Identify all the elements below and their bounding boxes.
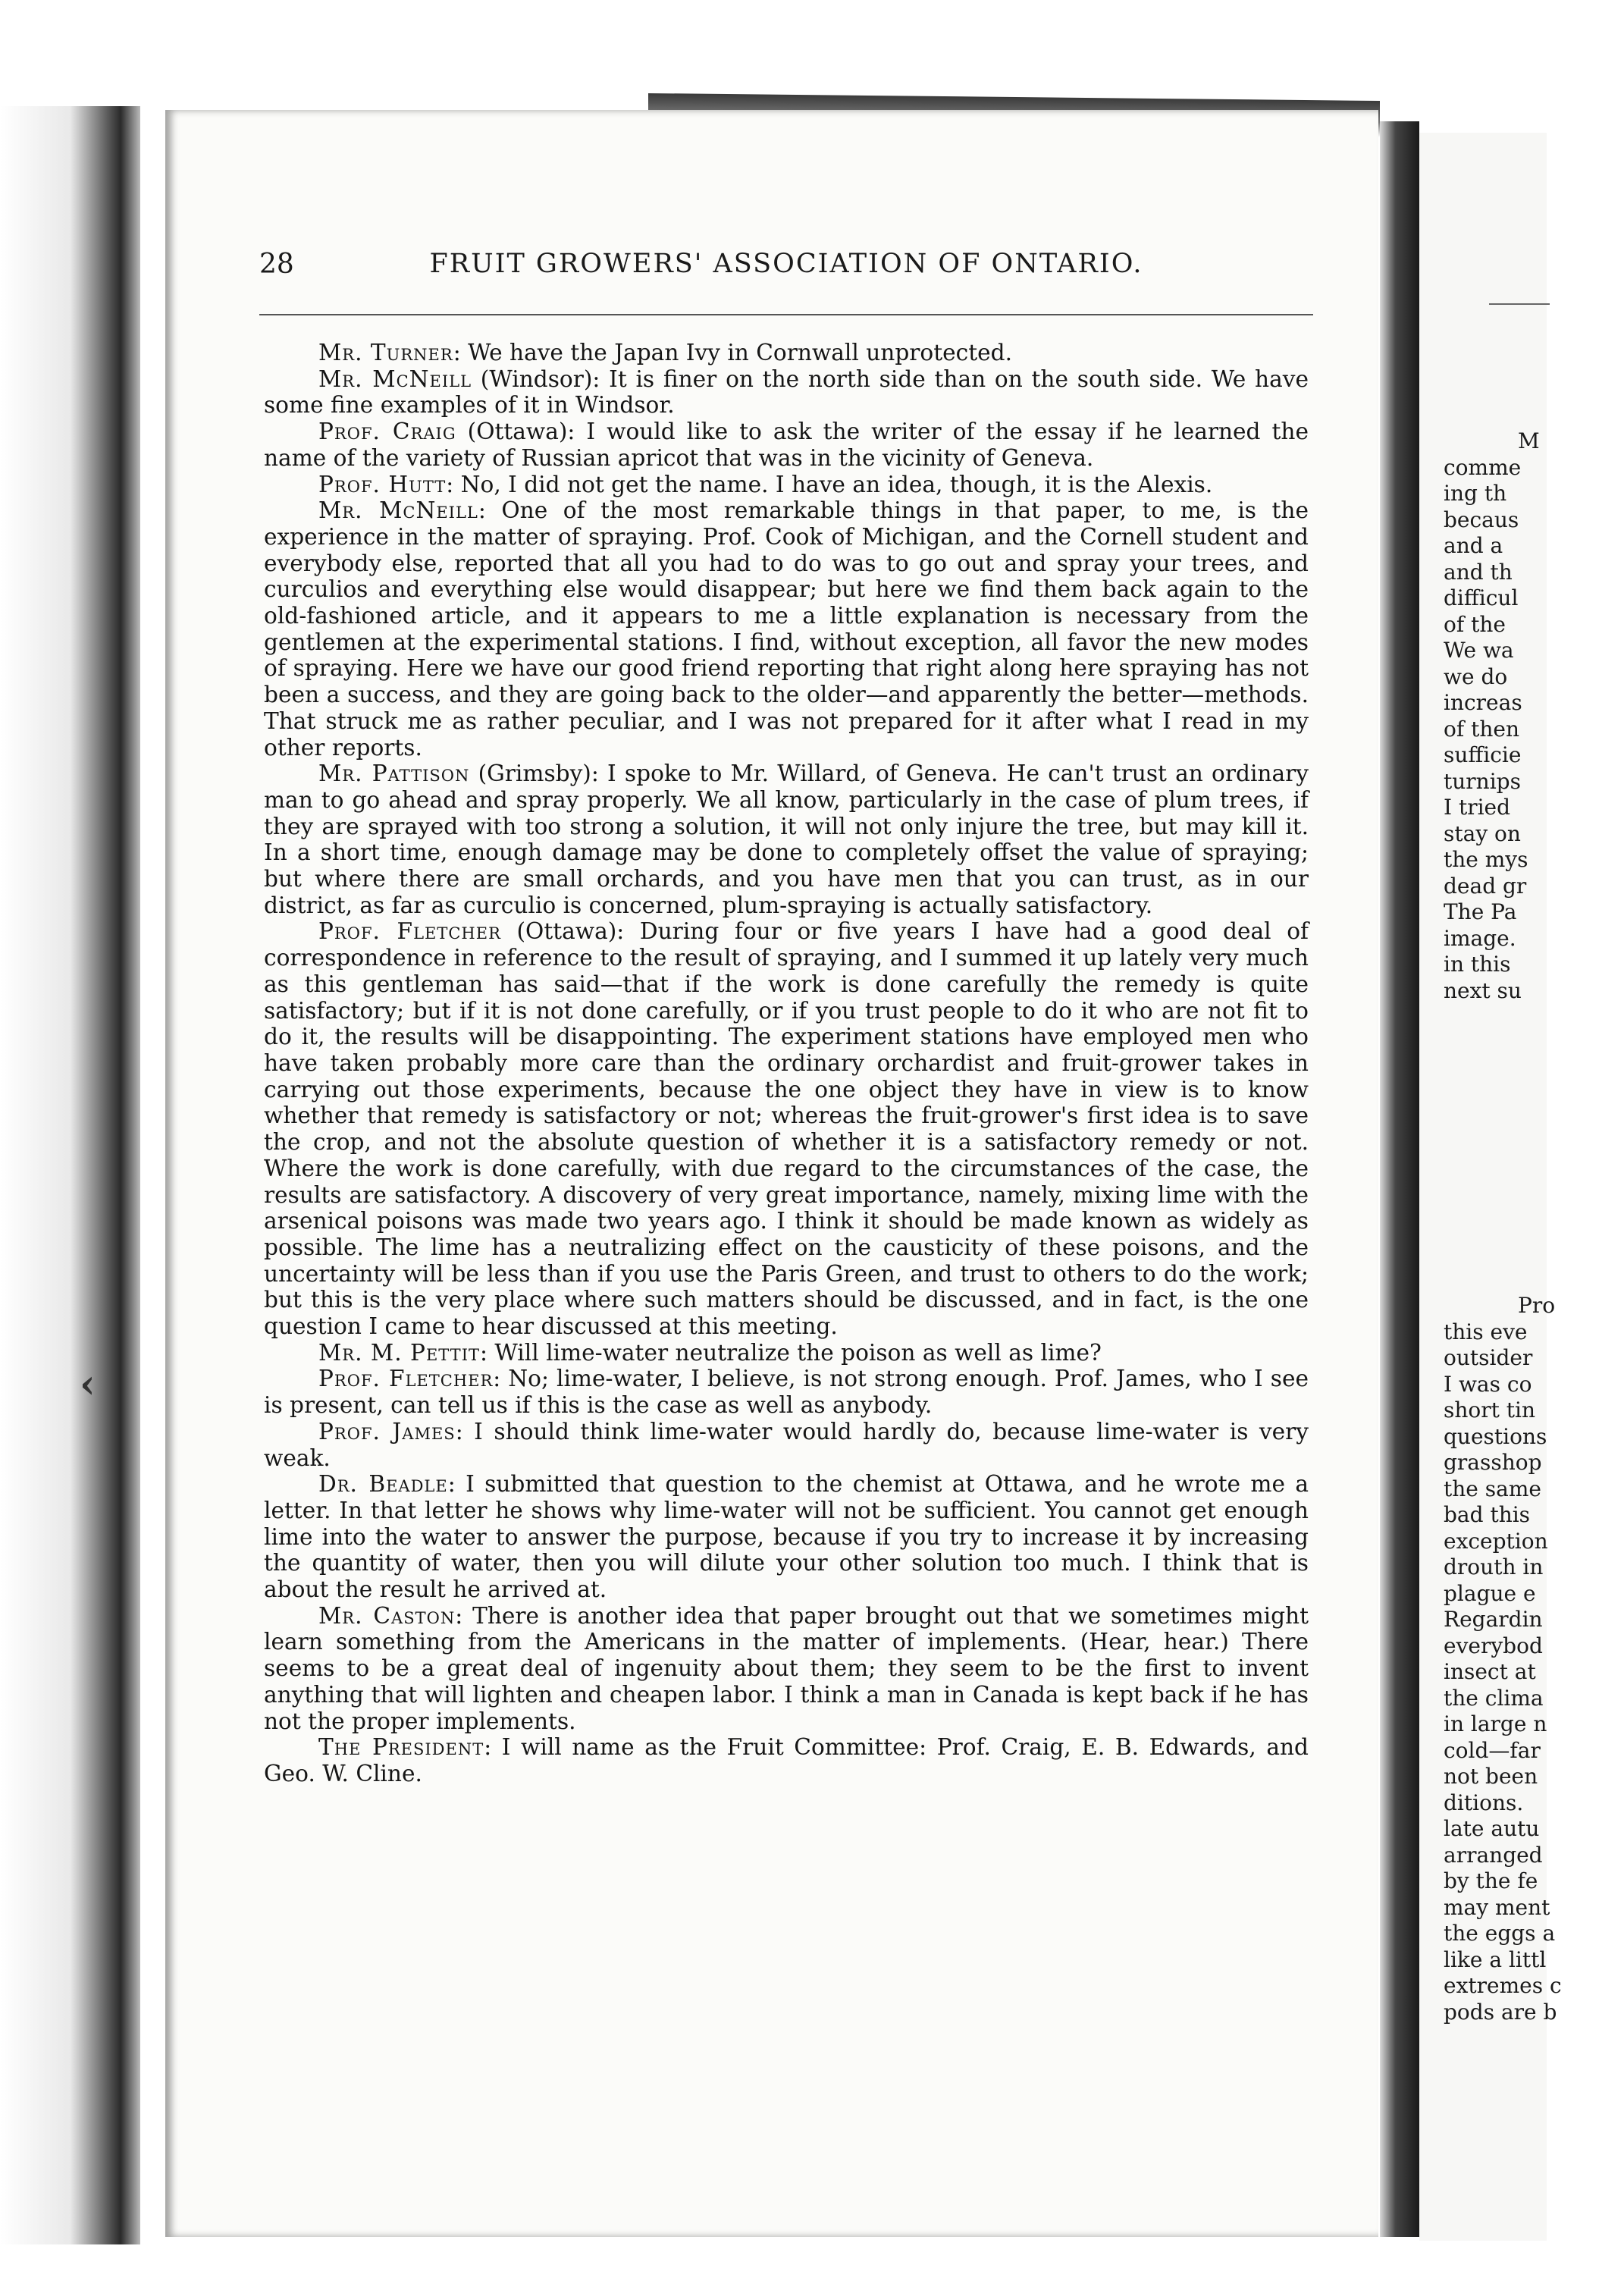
facing-page-line: of then [1444, 716, 1520, 742]
paragraph-text: : I will name as the Fruit Committee: Prof. Craig, E. B. Edwards, and Geo. W. Cline. [264, 1734, 1309, 1786]
paragraph [264, 1340, 1309, 1366]
facing-page-line: in this [1444, 952, 1511, 977]
speaker-name: Prof. James [318, 1418, 456, 1444]
facing-page-line: Regardin [1444, 1607, 1543, 1632]
facing-page-line: becaus [1444, 507, 1519, 532]
facing-page-line: dead gr [1444, 873, 1527, 899]
facing-page-line: M [1518, 428, 1540, 453]
paragraph-text: (Ottawa): During four or five years I have had a good deal of correspondence in reference to the result of spraying, and I summed it up lately very much as this gentleman has said—that if the work is done carefully the remedy is quite satisfactory; but if it is not done carefully, or if you trust people to do it who are not fit to do it, the results will be disappointing. The experiment stations have employed men who have taken probably more care than the ordinary orchardist and fruit-grower takes in carrying out those experiments, because the one object they have in view is to know whether that remedy is satisfactory or not; whereas the fruit-grower's first idea is to save the crop, and not the absolute question of whether it is a satisfactory remedy or not. Where the work is done carefully, with due regard to the circumstances of the case, the results are satisfactory. A discovery of very great importance, namely, mixing lime with the arsenical poisons was made two years ago. I think it should be made known as widely as possible. The lime has a neutralizing effect on the causticity of these poisons, and the uncertainty will be less than if you use the Paris Green, and trust to others to do the work; but this is the very place where such matters should be discussed, and in fact, is the one question I came to hear discussed at this meeting. [264, 918, 1309, 1340]
facing-page-line: cold—far [1444, 1737, 1541, 1763]
facing-page-line: and a [1444, 533, 1503, 558]
facing-page-line: the mys [1444, 847, 1528, 872]
speaker-name: Dr. Beadle [318, 1471, 448, 1498]
facing-page-line: questions [1444, 1423, 1547, 1449]
page-gutter [1380, 121, 1419, 2237]
facing-page-line: I was co [1444, 1371, 1532, 1397]
facing-page-line: insect at [1444, 1659, 1536, 1684]
facing-page-line: arranged [1444, 1842, 1543, 1868]
facing-page-line: short tin [1444, 1397, 1536, 1423]
speaker-name: The President [318, 1734, 484, 1761]
speaker-name: Mr. McNeill [318, 497, 478, 524]
paragraph-text: (Windsor): It is finer on the north side than on the south side. We have some fine examples of it in Windsor. [264, 365, 1309, 419]
facing-page-line: We wa [1444, 638, 1514, 663]
facing-page-line: image. [1444, 925, 1516, 951]
paragraph [264, 497, 1309, 761]
facing-page-line: increas [1444, 690, 1522, 715]
facing-page-line: and th [1444, 559, 1513, 585]
paragraph [264, 1471, 1309, 1603]
speaker-name: Mr. Caston [318, 1602, 456, 1629]
paragraph [264, 1603, 1309, 1735]
speaker-name: Prof. Craig [318, 419, 456, 445]
facing-page-line: may ment [1444, 1894, 1550, 1920]
facing-page-line: Pro [1518, 1293, 1556, 1318]
facing-page-line: comme [1444, 454, 1522, 480]
margin-mark: ‹ [80, 1361, 96, 1407]
facing-page-line: exception [1444, 1528, 1548, 1554]
paragraph [264, 1734, 1309, 1786]
facing-page-line: everybod [1444, 1633, 1543, 1658]
facing-page-line: extremes c [1444, 1973, 1562, 1998]
running-title: FRUIT GROWERS' ASSOCIATION OF ONTARIO. [429, 249, 1143, 279]
paragraph-text: : I should think lime-water would hardly do, because lime-water is very weak. [264, 1418, 1309, 1471]
facing-page-line: outsider [1444, 1345, 1533, 1370]
paragraph-text: (Ottawa): I would like to ask the writer of the essay if he learned the name of the variety of Russian apricot that was in the vicinity of Geneva. [264, 419, 1309, 471]
facing-page-line: like a littl [1444, 1946, 1547, 1972]
facing-page-line: in large n [1444, 1711, 1547, 1736]
speaker-name: Mr. Pattison [318, 761, 470, 787]
page-body [264, 340, 1309, 1787]
speaker-name: Prof. Fletcher [318, 1366, 494, 1392]
facing-page-line: stay on [1444, 820, 1521, 846]
speaker-name: Prof. Fletcher [318, 918, 501, 945]
paragraph [264, 419, 1309, 471]
paragraph-text: : No; lime-water, I believe, is not strong enough. Prof. James, who I see is present, can tell us if this is the case as well as anybody. [264, 1366, 1309, 1419]
paragraph [264, 761, 1309, 918]
facing-page-line: this eve [1444, 1319, 1528, 1344]
facing-page-line: the eggs a [1444, 1921, 1556, 1946]
facing-page-line: difficul [1444, 585, 1519, 610]
facing-page-line: I tried [1444, 795, 1511, 820]
facing-page-line: drouth in [1444, 1554, 1544, 1579]
facing-page-rule [1489, 303, 1550, 305]
facing-page-line: ing th [1444, 481, 1507, 506]
speaker-name: Mr. Turner [318, 340, 453, 365]
paragraph-text: : I submitted that question to the chemist at Ottawa, and he wrote me a letter. In that letter he shows why lime-water will not be sufficient. You cannot get enough lime into the water to answer the purpose, because if you try to increase it by increasing the quantity of water, then you will dilute your other solution too much. I think that is about the result he arrived at. [264, 1471, 1309, 1603]
speaker-name: Mr. McNeill [318, 365, 472, 392]
facing-page-line: by the fe [1444, 1868, 1538, 1893]
paragraph [264, 340, 1309, 366]
facing-page-line: The Pa [1444, 899, 1517, 924]
facing-page [1419, 133, 1562, 2241]
header-rule [259, 314, 1313, 315]
facing-page-line: ditions. [1444, 1790, 1524, 1815]
paragraph [264, 366, 1309, 419]
paragraph-text: (Grimsby): I spoke to Mr. Willard, of Geneva. He can't trust an ordinary man to go ahead and spray properly. We all know, particularly in the case of plum trees, if they are sprayed with too strong a solution, it will not only injure the tree, but may kill it. In a short time, enough damage may be done to completely offset the value of spraying; but where there are small orchards, and you have men that you can trust, as in our district, as far as curculio is concerned, plum-spraying is actually satisfactory. [264, 761, 1309, 918]
paragraph-text: : One of the most remarkable things in that paper, to me, is the experience in the matter of spraying. Prof. Cook of Michigan, and the Cornell student and everybody else, reported that all you had to do was to go out and spray your trees, and curculios and everything else would disappear; but here we find them back again to the old-fashioned article, and it appears to me a little explanation is necessary from the gentlemen at the experimental stations. I find, without exception, all favor the new modes of spraying. Here we have our good friend reporting that right along here spraying has not been a success, and they are going back to the older—and apparently the better—methods. That struck me as rather peculiar, and I was not prepared for it after what I read in my other reports. [264, 497, 1309, 761]
facing-page-line: the clima [1444, 1685, 1544, 1711]
facing-page-line: the same [1444, 1476, 1541, 1501]
page-header [259, 249, 1313, 294]
facing-page-line: bad this [1444, 1502, 1531, 1527]
paragraph [264, 1419, 1309, 1471]
speaker-name: Prof. Hutt [318, 471, 447, 497]
facing-page-line: pods are b [1444, 1999, 1557, 2025]
facing-page-line: grasshop [1444, 1450, 1542, 1475]
paragraph [264, 472, 1309, 498]
facing-page-line: not been [1444, 1764, 1538, 1789]
facing-page-line: we do [1444, 663, 1508, 689]
scan-border-left [0, 106, 140, 2244]
paragraph-text: : Will lime-water neutralize the poison as well as lime? [480, 1339, 1102, 1366]
facing-page-line: sufficie [1444, 742, 1522, 767]
paragraph-text: : We have the Japan Ivy in Cornwall unprotected. [453, 340, 1012, 365]
facing-page-line: of the [1444, 611, 1506, 637]
paragraph [264, 918, 1309, 1339]
facing-page-line: next su [1444, 977, 1522, 1003]
paragraph-text: : There is another idea that paper brought out that we sometimes might learn something from the Americans in the matter of implements. (Hear, hear.) There seems to be a great deal of ingenuity about them; they seem to be the first to invent anything that will lighten and cheapen labor. I think a man in Canada is kept back if he has not the proper implements. [264, 1602, 1309, 1734]
facing-page-line: late autu [1444, 1816, 1540, 1841]
facing-page-line: plague e [1444, 1580, 1536, 1606]
paragraph-text: : No, I did not get the name. I have an idea, though, it is the Alexis. [446, 471, 1213, 497]
page-number: 28 [259, 249, 294, 280]
paragraph [264, 1366, 1309, 1418]
facing-page-line: turnips [1444, 768, 1521, 794]
speaker-name: Mr. M. Pettit [318, 1339, 480, 1366]
